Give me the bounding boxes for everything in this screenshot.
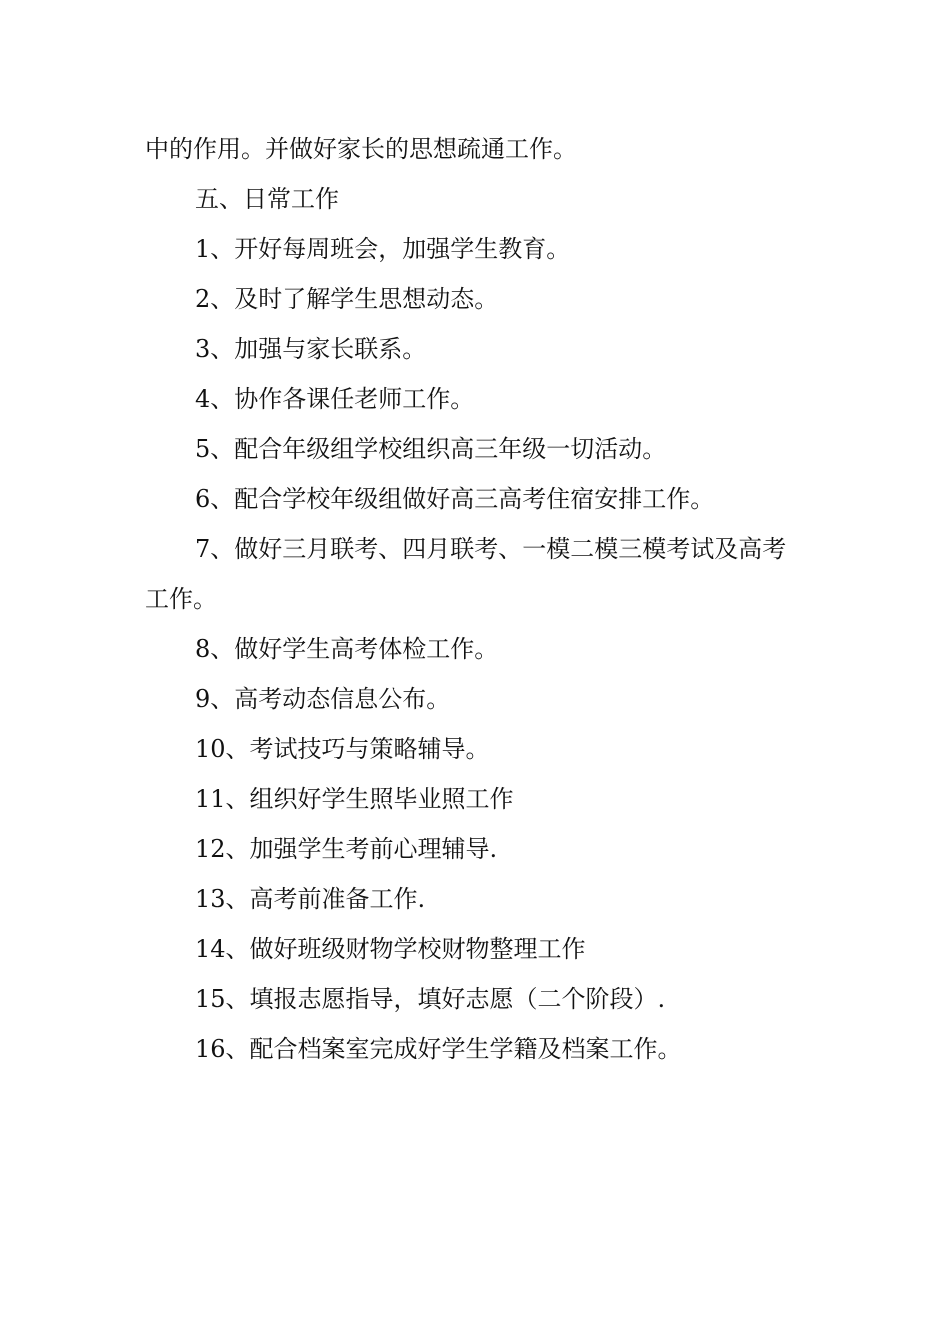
list-item: 4、协作各课任老师工作。 [195,385,475,413]
paragraph-continuation: 中的作用。并做好家长的思想疏通工作。 [145,135,577,163]
list-item: 3、加强与家长联系。 [195,335,427,363]
list-item: 8、做好学生高考体检工作。 [195,635,499,663]
list-item: 14、做好班级财物学校财物整理工作 [195,935,586,963]
list-item: 16、配合档案室完成好学生学籍及档案工作。 [195,1035,682,1063]
section-heading: 五、日常工作 [195,185,339,213]
list-item: 2、及时了解学生思想动态。 [195,285,499,313]
list-item: 12、加强学生考前心理辅导. [195,835,498,863]
list-item: 1、开好每周班会，加强学生教育。 [195,235,571,263]
list-item: 6、配合学校年级组做好高三高考住宿安排工作。 [195,485,715,513]
list-item: 7、做好三月联考、四月联考、一模二模三模考试及高考工作。 [145,535,787,613]
list-item: 9、高考动态信息公布。 [195,685,451,713]
list-item: 13、高考前准备工作. [195,885,426,913]
list-item: 11、组织好学生照毕业照工作 [195,785,514,813]
list-item: 5、配合年级组学校组织高三年级一切活动。 [195,435,667,463]
list-item: 15、填报志愿指导，填好志愿（二个阶段）. [195,985,666,1013]
list-item: 10、考试技巧与策略辅导。 [195,735,490,763]
